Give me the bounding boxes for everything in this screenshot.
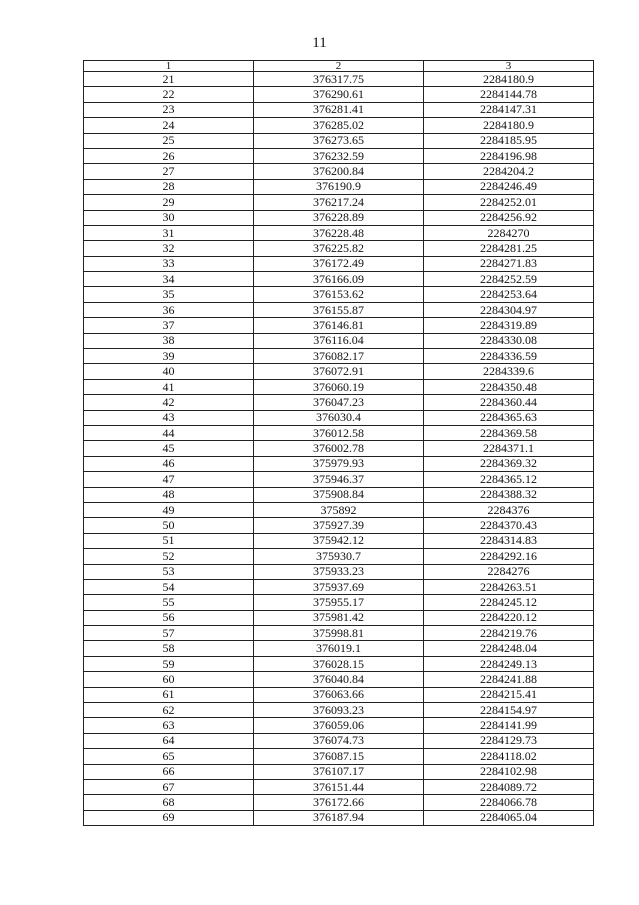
point-number-cell: 51 bbox=[84, 533, 254, 548]
y-coordinate-cell: 2284204.2 bbox=[424, 164, 594, 179]
x-coordinate-cell: 376072.91 bbox=[254, 364, 424, 379]
x-coordinate-cell: 376082.17 bbox=[254, 349, 424, 364]
point-number-cell: 47 bbox=[84, 472, 254, 487]
point-number-cell: 45 bbox=[84, 441, 254, 456]
y-coordinate-cell: 2284360.44 bbox=[424, 395, 594, 410]
point-number-cell: 59 bbox=[84, 656, 254, 671]
y-coordinate-cell: 2284388.32 bbox=[424, 487, 594, 502]
y-coordinate-cell: 2284248.04 bbox=[424, 641, 594, 656]
point-number-cell: 28 bbox=[84, 179, 254, 194]
table-row bbox=[84, 672, 594, 687]
x-coordinate-cell: 375979.93 bbox=[254, 456, 424, 471]
point-number-cell: 25 bbox=[84, 133, 254, 148]
point-number-cell: 55 bbox=[84, 595, 254, 610]
table-row bbox=[84, 87, 594, 102]
x-coordinate-cell: 376146.81 bbox=[254, 318, 424, 333]
table-row bbox=[84, 472, 594, 487]
point-number-cell: 64 bbox=[84, 733, 254, 748]
y-coordinate-cell: 2284253.64 bbox=[424, 287, 594, 302]
point-number-cell: 34 bbox=[84, 272, 254, 287]
page-number: 11 bbox=[312, 35, 327, 51]
y-coordinate-cell: 2284369.58 bbox=[424, 425, 594, 440]
y-coordinate-cell: 2284365.12 bbox=[424, 472, 594, 487]
point-number-cell: 26 bbox=[84, 148, 254, 163]
table-row bbox=[84, 364, 594, 379]
point-number-cell: 53 bbox=[84, 564, 254, 579]
x-coordinate-cell: 376019.1 bbox=[254, 641, 424, 656]
x-coordinate-cell: 375927.39 bbox=[254, 518, 424, 533]
point-number-cell: 50 bbox=[84, 518, 254, 533]
point-number-cell: 36 bbox=[84, 302, 254, 317]
x-coordinate-cell: 376116.04 bbox=[254, 333, 424, 348]
y-coordinate-cell: 2284369.32 bbox=[424, 456, 594, 471]
table-row bbox=[84, 703, 594, 718]
point-number-cell: 66 bbox=[84, 764, 254, 779]
table-row bbox=[84, 579, 594, 594]
table-row bbox=[84, 487, 594, 502]
y-coordinate-cell: 2284147.31 bbox=[424, 102, 594, 117]
x-coordinate-cell: 375937.69 bbox=[254, 579, 424, 594]
y-coordinate-cell: 2284376 bbox=[424, 502, 594, 517]
table-row bbox=[84, 764, 594, 779]
table-row bbox=[84, 502, 594, 517]
table-row bbox=[84, 410, 594, 425]
y-coordinate-cell: 2284089.72 bbox=[424, 779, 594, 794]
x-coordinate-cell: 376155.87 bbox=[254, 302, 424, 317]
point-number-cell: 32 bbox=[84, 241, 254, 256]
x-coordinate-cell: 376093.23 bbox=[254, 703, 424, 718]
point-number-cell: 29 bbox=[84, 195, 254, 210]
y-coordinate-cell: 2284118.02 bbox=[424, 749, 594, 764]
x-coordinate-cell: 376151.44 bbox=[254, 779, 424, 794]
column-header-2: 2 bbox=[254, 61, 424, 72]
x-coordinate-cell: 376190.9 bbox=[254, 179, 424, 194]
x-coordinate-cell: 375908.84 bbox=[254, 487, 424, 502]
table-row bbox=[84, 533, 594, 548]
point-number-cell: 52 bbox=[84, 549, 254, 564]
y-coordinate-cell: 2284252.01 bbox=[424, 195, 594, 210]
x-coordinate-cell: 375930.7 bbox=[254, 549, 424, 564]
x-coordinate-cell: 376228.89 bbox=[254, 210, 424, 225]
table-row bbox=[84, 241, 594, 256]
x-coordinate-cell: 375933.23 bbox=[254, 564, 424, 579]
table-row bbox=[84, 441, 594, 456]
x-coordinate-cell: 376153.62 bbox=[254, 287, 424, 302]
y-coordinate-cell: 2284065.04 bbox=[424, 810, 594, 825]
x-coordinate-cell: 376063.66 bbox=[254, 687, 424, 702]
table-row bbox=[84, 733, 594, 748]
y-coordinate-cell: 2284196.98 bbox=[424, 148, 594, 163]
x-coordinate-cell: 376002.78 bbox=[254, 441, 424, 456]
table-row bbox=[84, 549, 594, 564]
point-number-cell: 68 bbox=[84, 795, 254, 810]
table-row bbox=[84, 256, 594, 271]
table-row bbox=[84, 272, 594, 287]
table-row bbox=[84, 795, 594, 810]
x-coordinate-cell: 375998.81 bbox=[254, 626, 424, 641]
table-header bbox=[84, 61, 594, 72]
y-coordinate-cell: 2284271.83 bbox=[424, 256, 594, 271]
point-number-cell: 60 bbox=[84, 672, 254, 687]
table-row bbox=[84, 395, 594, 410]
y-coordinate-cell: 2284185.95 bbox=[424, 133, 594, 148]
x-coordinate-cell: 376281.41 bbox=[254, 102, 424, 117]
x-coordinate-cell: 376060.19 bbox=[254, 379, 424, 394]
y-coordinate-cell: 2284219.76 bbox=[424, 626, 594, 641]
x-coordinate-cell: 375942.12 bbox=[254, 533, 424, 548]
x-coordinate-cell: 376059.06 bbox=[254, 718, 424, 733]
point-number-cell: 39 bbox=[84, 349, 254, 364]
table-row bbox=[84, 779, 594, 794]
table-row bbox=[84, 225, 594, 240]
y-coordinate-cell: 2284215.41 bbox=[424, 687, 594, 702]
table-row bbox=[84, 179, 594, 194]
table-row bbox=[84, 641, 594, 656]
x-coordinate-cell: 375946.37 bbox=[254, 472, 424, 487]
y-coordinate-cell: 2284281.25 bbox=[424, 241, 594, 256]
y-coordinate-cell: 2284371.1 bbox=[424, 441, 594, 456]
y-coordinate-cell: 2284180.9 bbox=[424, 72, 594, 87]
y-coordinate-cell: 2284263.51 bbox=[424, 579, 594, 594]
point-number-cell: 40 bbox=[84, 364, 254, 379]
y-coordinate-cell: 2284102.98 bbox=[424, 764, 594, 779]
table-row bbox=[84, 810, 594, 825]
x-coordinate-cell: 376087.15 bbox=[254, 749, 424, 764]
x-coordinate-cell: 376166.09 bbox=[254, 272, 424, 287]
point-number-cell: 61 bbox=[84, 687, 254, 702]
x-coordinate-cell: 376012.58 bbox=[254, 425, 424, 440]
y-coordinate-cell: 2284180.9 bbox=[424, 118, 594, 133]
point-number-cell: 27 bbox=[84, 164, 254, 179]
x-coordinate-cell: 376290.61 bbox=[254, 87, 424, 102]
point-number-cell: 54 bbox=[84, 579, 254, 594]
point-number-cell: 44 bbox=[84, 425, 254, 440]
y-coordinate-cell: 2284336.59 bbox=[424, 349, 594, 364]
table-row bbox=[84, 333, 594, 348]
table-row bbox=[84, 595, 594, 610]
y-coordinate-cell: 2284270 bbox=[424, 225, 594, 240]
table-row bbox=[84, 133, 594, 148]
y-coordinate-cell: 2284144.78 bbox=[424, 87, 594, 102]
table-row bbox=[84, 518, 594, 533]
y-coordinate-cell: 2284350.48 bbox=[424, 379, 594, 394]
y-coordinate-cell: 2284154.97 bbox=[424, 703, 594, 718]
x-coordinate-cell: 375955.17 bbox=[254, 595, 424, 610]
header-row bbox=[84, 61, 594, 72]
x-coordinate-cell: 376030.4 bbox=[254, 410, 424, 425]
x-coordinate-cell: 376074.73 bbox=[254, 733, 424, 748]
table-row bbox=[84, 456, 594, 471]
y-coordinate-cell: 2284220.12 bbox=[424, 610, 594, 625]
table-row bbox=[84, 379, 594, 394]
coordinates-table bbox=[83, 60, 594, 826]
y-coordinate-cell: 2284066.78 bbox=[424, 795, 594, 810]
point-number-cell: 38 bbox=[84, 333, 254, 348]
y-coordinate-cell: 2284246.49 bbox=[424, 179, 594, 194]
table-row bbox=[84, 687, 594, 702]
y-coordinate-cell: 2284241.88 bbox=[424, 672, 594, 687]
table-row bbox=[84, 564, 594, 579]
x-coordinate-cell: 376172.66 bbox=[254, 795, 424, 810]
point-number-cell: 41 bbox=[84, 379, 254, 394]
point-number-cell: 31 bbox=[84, 225, 254, 240]
table-row bbox=[84, 626, 594, 641]
x-coordinate-cell: 376232.59 bbox=[254, 148, 424, 163]
point-number-cell: 67 bbox=[84, 779, 254, 794]
point-number-cell: 43 bbox=[84, 410, 254, 425]
point-number-cell: 30 bbox=[84, 210, 254, 225]
point-number-cell: 21 bbox=[84, 72, 254, 87]
point-number-cell: 57 bbox=[84, 626, 254, 641]
x-coordinate-cell: 376028.15 bbox=[254, 656, 424, 671]
point-number-cell: 23 bbox=[84, 102, 254, 117]
table-row bbox=[84, 148, 594, 163]
table-row bbox=[84, 610, 594, 625]
x-coordinate-cell: 376200.84 bbox=[254, 164, 424, 179]
table-row bbox=[84, 195, 594, 210]
point-number-cell: 24 bbox=[84, 118, 254, 133]
column-header-1: 1 bbox=[84, 61, 254, 72]
table-row bbox=[84, 425, 594, 440]
x-coordinate-cell: 376187.94 bbox=[254, 810, 424, 825]
table-row bbox=[84, 749, 594, 764]
y-coordinate-cell: 2284141.99 bbox=[424, 718, 594, 733]
y-coordinate-cell: 2284370.43 bbox=[424, 518, 594, 533]
x-coordinate-cell: 376107.17 bbox=[254, 764, 424, 779]
table-row bbox=[84, 656, 594, 671]
x-coordinate-cell: 376317.75 bbox=[254, 72, 424, 87]
y-coordinate-cell: 2284339.6 bbox=[424, 364, 594, 379]
y-coordinate-cell: 2284330.08 bbox=[424, 333, 594, 348]
table-row bbox=[84, 72, 594, 87]
table-row bbox=[84, 349, 594, 364]
table-row bbox=[84, 718, 594, 733]
y-coordinate-cell: 2284292.16 bbox=[424, 549, 594, 564]
y-coordinate-cell: 2284319.89 bbox=[424, 318, 594, 333]
point-number-cell: 62 bbox=[84, 703, 254, 718]
y-coordinate-cell: 2284245.12 bbox=[424, 595, 594, 610]
point-number-cell: 63 bbox=[84, 718, 254, 733]
x-coordinate-cell: 375892 bbox=[254, 502, 424, 517]
x-coordinate-cell: 376285.02 bbox=[254, 118, 424, 133]
table-row bbox=[84, 287, 594, 302]
table-row bbox=[84, 210, 594, 225]
table-body bbox=[84, 72, 594, 826]
y-coordinate-cell: 2284129.73 bbox=[424, 733, 594, 748]
y-coordinate-cell: 2284365.63 bbox=[424, 410, 594, 425]
y-coordinate-cell: 2284252.59 bbox=[424, 272, 594, 287]
point-number-cell: 65 bbox=[84, 749, 254, 764]
y-coordinate-cell: 2284314.83 bbox=[424, 533, 594, 548]
table-row bbox=[84, 102, 594, 117]
x-coordinate-cell: 375981.42 bbox=[254, 610, 424, 625]
point-number-cell: 33 bbox=[84, 256, 254, 271]
table-row bbox=[84, 318, 594, 333]
y-coordinate-cell: 2284249.13 bbox=[424, 656, 594, 671]
point-number-cell: 56 bbox=[84, 610, 254, 625]
x-coordinate-cell: 376040.84 bbox=[254, 672, 424, 687]
x-coordinate-cell: 376273.65 bbox=[254, 133, 424, 148]
point-number-cell: 69 bbox=[84, 810, 254, 825]
y-coordinate-cell: 2284304.97 bbox=[424, 302, 594, 317]
point-number-cell: 49 bbox=[84, 502, 254, 517]
x-coordinate-cell: 376047.23 bbox=[254, 395, 424, 410]
point-number-cell: 48 bbox=[84, 487, 254, 502]
point-number-cell: 46 bbox=[84, 456, 254, 471]
point-number-cell: 37 bbox=[84, 318, 254, 333]
table-row bbox=[84, 164, 594, 179]
y-coordinate-cell: 2284276 bbox=[424, 564, 594, 579]
column-header-3: 3 bbox=[424, 61, 594, 72]
table-row bbox=[84, 302, 594, 317]
point-number-cell: 58 bbox=[84, 641, 254, 656]
x-coordinate-cell: 376172.49 bbox=[254, 256, 424, 271]
point-number-cell: 42 bbox=[84, 395, 254, 410]
point-number-cell: 35 bbox=[84, 287, 254, 302]
table-row bbox=[84, 118, 594, 133]
x-coordinate-cell: 376228.48 bbox=[254, 225, 424, 240]
y-coordinate-cell: 2284256.92 bbox=[424, 210, 594, 225]
x-coordinate-cell: 376225.82 bbox=[254, 241, 424, 256]
x-coordinate-cell: 376217.24 bbox=[254, 195, 424, 210]
point-number-cell: 22 bbox=[84, 87, 254, 102]
